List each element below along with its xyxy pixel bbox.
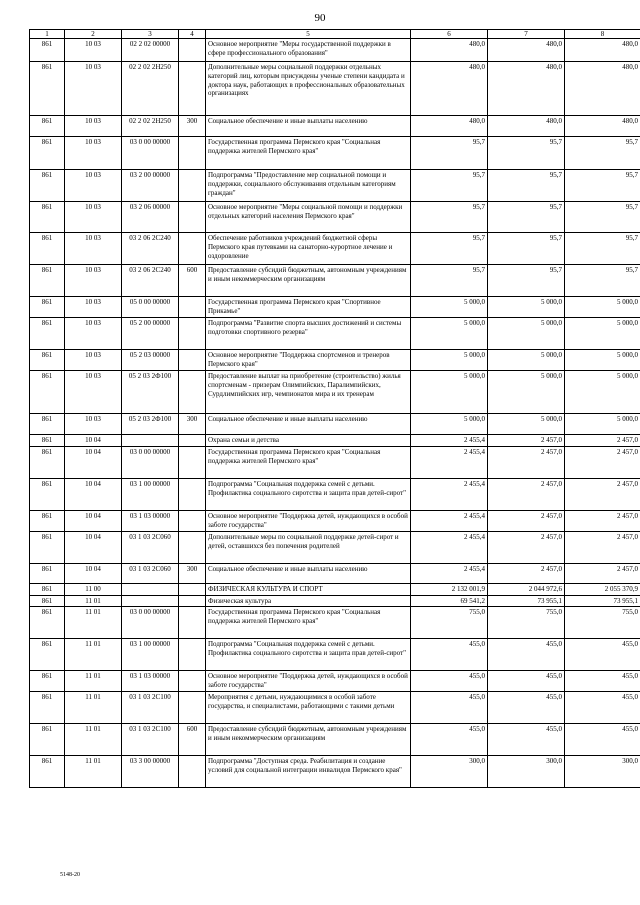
target-article-cell: 03 2 00 00000	[122, 170, 179, 202]
amount-year2-cell: 95,7	[488, 170, 565, 202]
budget-table	[29, 29, 640, 788]
department-code-cell: 861	[30, 202, 65, 233]
department-code-cell: 861	[30, 756, 65, 788]
table-row	[30, 563, 640, 583]
amount-year2-cell: 480,0	[488, 62, 565, 116]
section-code-cell: 10 03	[65, 371, 122, 414]
section-code-cell: 10 04	[65, 435, 122, 447]
item-name-cell: Социальное обеспечение и иные выплаты населению	[206, 563, 411, 583]
amount-year1-cell: 300,0	[411, 756, 488, 788]
target-article-cell: 05 2 03 2Ф100	[122, 371, 179, 414]
amount-year3-cell: 73 955,1	[565, 595, 640, 607]
column-header: 7	[488, 30, 565, 39]
department-code-cell: 861	[30, 595, 65, 607]
item-name-cell: Государственная программа Пермского края "Социальная поддержка жителей Пермского края"	[206, 137, 411, 170]
expense-type-cell	[179, 531, 206, 563]
section-code-cell: 10 03	[65, 202, 122, 233]
amount-year3-cell: 2 457,0	[565, 446, 640, 478]
item-name-cell: Подпрограмма "Социальная поддержка семей с детьми. Профилактика социального сиротства и защита прав детей-сирот"	[206, 478, 411, 510]
section-code-cell: 10 04	[65, 446, 122, 478]
column-header: 6	[411, 30, 488, 39]
expense-type-cell	[179, 595, 206, 607]
amount-year3-cell: 300,0	[565, 756, 640, 788]
department-code-cell: 861	[30, 531, 65, 563]
target-article-cell: 05 2 03 00000	[122, 350, 179, 371]
column-header: 4	[179, 30, 206, 39]
department-code-cell: 861	[30, 478, 65, 510]
amount-year3-cell: 2 457,0	[565, 435, 640, 447]
department-code-cell: 861	[30, 39, 65, 62]
target-article-cell: 05 2 03 2Ф100	[122, 414, 179, 435]
department-code-cell: 861	[30, 563, 65, 583]
item-name-cell: Подпрограмма "Доступная среда. Реабилитация и создание условий для социальной интеграции инвалидов Пермского края"	[206, 756, 411, 788]
table-row	[30, 39, 640, 62]
amount-year1-cell: 95,7	[411, 137, 488, 170]
section-code-cell: 11 01	[65, 724, 122, 756]
item-name-cell: Основное мероприятие "Поддержка спортсменов и тренеров Пермского края"	[206, 350, 411, 371]
table-row	[30, 446, 640, 478]
item-name-cell: Подпрограмма "Предоставление мер социальной помощи и поддержки, социального обслуживания отдельным категориям граждан"	[206, 170, 411, 202]
section-code-cell: 10 03	[65, 233, 122, 265]
amount-year2-cell: 300,0	[488, 756, 565, 788]
section-code-cell: 10 03	[65, 318, 122, 350]
amount-year1-cell: 5 000,0	[411, 414, 488, 435]
expense-type-cell: 600	[179, 265, 206, 297]
table-row	[30, 671, 640, 692]
page-number: 90	[314, 12, 326, 24]
column-header: 8	[565, 30, 640, 39]
table-row	[30, 371, 640, 414]
section-code-cell: 10 03	[65, 414, 122, 435]
section-code-cell: 11 00	[65, 583, 122, 595]
amount-year3-cell: 755,0	[565, 607, 640, 639]
expense-type-cell	[179, 350, 206, 371]
amount-year2-cell: 480,0	[488, 116, 565, 137]
section-code-cell: 10 03	[65, 265, 122, 297]
target-article-cell: 03 0 00 00000	[122, 607, 179, 639]
item-name-cell: Основное мероприятие "Меры государственной поддержки в сфере профессионального образования"	[206, 39, 411, 62]
amount-year1-cell: 455,0	[411, 639, 488, 671]
table-row	[30, 724, 640, 756]
target-article-cell	[122, 595, 179, 607]
amount-year2-cell: 2 457,0	[488, 435, 565, 447]
amount-year2-cell: 480,0	[488, 39, 565, 62]
item-name-cell: Подпрограмма "Социальная поддержка семей с детьми. Профилактика социального сиротства и защита прав детей-сирот"	[206, 639, 411, 671]
table-row	[30, 692, 640, 724]
target-article-cell: 03 1 03 2С060	[122, 531, 179, 563]
expense-type-cell	[179, 39, 206, 62]
amount-year3-cell: 2 457,0	[565, 531, 640, 563]
expense-type-cell	[179, 692, 206, 724]
expense-type-cell	[179, 371, 206, 414]
amount-year1-cell: 455,0	[411, 692, 488, 724]
amount-year2-cell: 2 457,0	[488, 563, 565, 583]
amount-year3-cell: 455,0	[565, 692, 640, 724]
amount-year2-cell: 2 457,0	[488, 510, 565, 531]
target-article-cell: 02 2 02 2Н250	[122, 116, 179, 137]
target-article-cell: 03 0 00 00000	[122, 446, 179, 478]
expense-type-cell	[179, 62, 206, 116]
expense-type-cell	[179, 583, 206, 595]
item-name-cell: Подпрограмма "Развитие спорта высших достижений и системы подготовки спортивного резерва"	[206, 318, 411, 350]
table-row	[30, 414, 640, 435]
department-code-cell: 861	[30, 435, 65, 447]
table-row	[30, 531, 640, 563]
amount-year1-cell: 2 455,4	[411, 478, 488, 510]
amount-year1-cell: 2 455,4	[411, 435, 488, 447]
department-code-cell: 861	[30, 724, 65, 756]
section-code-cell: 11 01	[65, 671, 122, 692]
section-code-cell: 10 03	[65, 39, 122, 62]
amount-year2-cell: 5 000,0	[488, 371, 565, 414]
amount-year1-cell: 2 455,4	[411, 531, 488, 563]
section-code-cell: 10 03	[65, 137, 122, 170]
target-article-cell: 03 2 06 2С240	[122, 233, 179, 265]
target-article-cell: 03 2 06 2С240	[122, 265, 179, 297]
table-row	[30, 510, 640, 531]
department-code-cell: 861	[30, 297, 65, 318]
amount-year1-cell: 2 455,4	[411, 510, 488, 531]
department-code-cell: 861	[30, 116, 65, 137]
item-name-cell: Предоставление выплат на приобретение (строительство) жилья спортсменам - призерам Олимпийских, Паралимпийских, Сурдлимпийских игр, чемпионатов мира и их тренерам	[206, 371, 411, 414]
expense-type-cell	[179, 446, 206, 478]
table-row	[30, 202, 640, 233]
amount-year3-cell: 455,0	[565, 671, 640, 692]
amount-year1-cell: 95,7	[411, 233, 488, 265]
target-article-cell	[122, 435, 179, 447]
column-header: 1	[30, 30, 65, 39]
amount-year2-cell: 5 000,0	[488, 414, 565, 435]
table-row	[30, 137, 640, 170]
department-code-cell: 861	[30, 233, 65, 265]
expense-type-cell: 300	[179, 116, 206, 137]
section-code-cell: 10 03	[65, 116, 122, 137]
amount-year1-cell: 95,7	[411, 170, 488, 202]
item-name-cell: Основное мероприятие "Поддержка детей, нуждающихся в особой заботе государства"	[206, 671, 411, 692]
table-row	[30, 435, 640, 447]
department-code-cell: 861	[30, 639, 65, 671]
expense-type-cell	[179, 297, 206, 318]
amount-year2-cell: 455,0	[488, 724, 565, 756]
amount-year3-cell: 480,0	[565, 62, 640, 116]
item-name-cell: Государственная программа Пермского края "Социальная поддержка жителей Пермского края"	[206, 446, 411, 478]
amount-year1-cell: 455,0	[411, 671, 488, 692]
table-row	[30, 607, 640, 639]
amount-year1-cell: 2 455,4	[411, 446, 488, 478]
amount-year3-cell: 95,7	[565, 265, 640, 297]
department-code-cell: 861	[30, 446, 65, 478]
expense-type-cell	[179, 233, 206, 265]
expense-type-cell	[179, 607, 206, 639]
amount-year3-cell: 480,0	[565, 116, 640, 137]
target-article-cell: 03 1 00 00000	[122, 639, 179, 671]
table-row	[30, 350, 640, 371]
item-name-cell: Обеспечение работников учреждений бюджетной сферы Пермского края путевками на санаторно-курортное лечение и оздоровление	[206, 233, 411, 265]
amount-year1-cell: 2 455,4	[411, 563, 488, 583]
expense-type-cell: 300	[179, 414, 206, 435]
department-code-cell: 861	[30, 607, 65, 639]
item-name-cell: Мероприятия с детьми, нуждающимися в особой заботе государства, и специалистами, работающими с такими детьми	[206, 692, 411, 724]
item-name-cell: ФИЗИЧЕСКАЯ КУЛЬТУРА И СПОРТ	[206, 583, 411, 595]
amount-year1-cell: 95,7	[411, 265, 488, 297]
expense-type-cell	[179, 478, 206, 510]
section-code-cell: 11 01	[65, 595, 122, 607]
section-code-cell: 10 04	[65, 510, 122, 531]
amount-year1-cell: 95,7	[411, 202, 488, 233]
item-name-cell: Дополнительные меры по социальной поддержке детей-сирот и детей, оставшихся без попечения родителей	[206, 531, 411, 563]
section-code-cell: 10 04	[65, 563, 122, 583]
target-article-cell: 03 2 06 00000	[122, 202, 179, 233]
item-name-cell: Физическая культура	[206, 595, 411, 607]
amount-year2-cell: 95,7	[488, 137, 565, 170]
column-header: 5	[206, 30, 411, 39]
table-row	[30, 595, 640, 607]
target-article-cell: 03 3 00 00000	[122, 756, 179, 788]
target-article-cell: 03 1 03 00000	[122, 671, 179, 692]
table-row	[30, 639, 640, 671]
department-code-cell: 861	[30, 671, 65, 692]
amount-year2-cell: 95,7	[488, 202, 565, 233]
section-code-cell: 11 01	[65, 639, 122, 671]
amount-year3-cell: 2 457,0	[565, 478, 640, 510]
section-code-cell: 10 03	[65, 62, 122, 116]
department-code-cell: 861	[30, 371, 65, 414]
department-code-cell: 861	[30, 350, 65, 371]
section-code-cell: 11 01	[65, 692, 122, 724]
amount-year3-cell: 455,0	[565, 724, 640, 756]
amount-year1-cell: 69 541,2	[411, 595, 488, 607]
amount-year1-cell: 480,0	[411, 62, 488, 116]
expense-type-cell	[179, 510, 206, 531]
item-name-cell: Основное мероприятие "Меры социальной помощи и поддержки отдельных категорий населения Пермского края"	[206, 202, 411, 233]
column-header: 3	[122, 30, 179, 39]
item-name-cell: Государственная программа Пермского края "Спортивное Прикамье"	[206, 297, 411, 318]
document-code: 5148-20	[60, 872, 80, 878]
amount-year1-cell: 5 000,0	[411, 318, 488, 350]
department-code-cell: 861	[30, 510, 65, 531]
amount-year1-cell: 2 132 001,9	[411, 583, 488, 595]
item-name-cell: Предоставление субсидий бюджетным, автономным учреждениям и иным некоммерческим организациям	[206, 724, 411, 756]
expense-type-cell	[179, 639, 206, 671]
amount-year2-cell: 455,0	[488, 692, 565, 724]
amount-year1-cell: 480,0	[411, 116, 488, 137]
amount-year1-cell: 5 000,0	[411, 371, 488, 414]
section-code-cell: 10 03	[65, 170, 122, 202]
item-name-cell: Социальное обеспечение и иные выплаты населению	[206, 414, 411, 435]
amount-year1-cell: 455,0	[411, 724, 488, 756]
table-row	[30, 233, 640, 265]
table-row	[30, 478, 640, 510]
department-code-cell: 861	[30, 318, 65, 350]
column-header: 2	[65, 30, 122, 39]
amount-year3-cell: 480,0	[565, 39, 640, 62]
amount-year3-cell: 2 457,0	[565, 563, 640, 583]
target-article-cell: 03 1 03 2С100	[122, 692, 179, 724]
item-name-cell: Предоставление субсидий бюджетным, автономным учреждениям и иным некоммерческим организациям	[206, 265, 411, 297]
amount-year3-cell: 5 000,0	[565, 350, 640, 371]
amount-year2-cell: 2 457,0	[488, 446, 565, 478]
amount-year3-cell: 5 000,0	[565, 371, 640, 414]
expense-type-cell	[179, 318, 206, 350]
target-article-cell: 03 1 03 2С100	[122, 724, 179, 756]
amount-year2-cell: 5 000,0	[488, 350, 565, 371]
expense-type-cell: 300	[179, 563, 206, 583]
amount-year3-cell: 95,7	[565, 137, 640, 170]
target-article-cell: 05 2 00 00000	[122, 318, 179, 350]
target-article-cell: 03 1 03 2С060	[122, 563, 179, 583]
amount-year2-cell: 455,0	[488, 671, 565, 692]
department-code-cell: 861	[30, 265, 65, 297]
amount-year2-cell: 2 457,0	[488, 478, 565, 510]
expense-type-cell: 600	[179, 724, 206, 756]
target-article-cell: 03 0 00 00000	[122, 137, 179, 170]
table-row	[30, 297, 640, 318]
amount-year2-cell: 95,7	[488, 233, 565, 265]
amount-year3-cell: 2 457,0	[565, 510, 640, 531]
amount-year3-cell: 95,7	[565, 170, 640, 202]
amount-year1-cell: 5 000,0	[411, 297, 488, 318]
amount-year3-cell: 2 055 370,9	[565, 583, 640, 595]
expense-type-cell	[179, 756, 206, 788]
table-row	[30, 170, 640, 202]
amount-year2-cell: 2 457,0	[488, 531, 565, 563]
amount-year2-cell: 755,0	[488, 607, 565, 639]
target-article-cell: 02 2 02 00000	[122, 39, 179, 62]
expense-type-cell	[179, 137, 206, 170]
amount-year1-cell: 755,0	[411, 607, 488, 639]
department-code-cell: 861	[30, 583, 65, 595]
table-row	[30, 116, 640, 137]
amount-year3-cell: 95,7	[565, 233, 640, 265]
section-code-cell: 10 03	[65, 350, 122, 371]
amount-year2-cell: 5 000,0	[488, 297, 565, 318]
amount-year2-cell: 73 955,1	[488, 595, 565, 607]
amount-year2-cell: 5 000,0	[488, 318, 565, 350]
section-code-cell: 10 04	[65, 531, 122, 563]
expense-type-cell	[179, 202, 206, 233]
item-name-cell: Охрана семьи и детства	[206, 435, 411, 447]
amount-year3-cell: 95,7	[565, 202, 640, 233]
target-article-cell: 03 1 03 00000	[122, 510, 179, 531]
table-row	[30, 583, 640, 595]
section-code-cell: 10 04	[65, 478, 122, 510]
amount-year3-cell: 5 000,0	[565, 297, 640, 318]
department-code-cell: 861	[30, 62, 65, 116]
target-article-cell	[122, 583, 179, 595]
amount-year2-cell: 95,7	[488, 265, 565, 297]
expense-type-cell	[179, 435, 206, 447]
department-code-cell: 861	[30, 170, 65, 202]
item-name-cell: Государственная программа Пермского края "Социальная поддержка жителей Пермского края"	[206, 607, 411, 639]
amount-year1-cell: 480,0	[411, 39, 488, 62]
department-code-cell: 861	[30, 414, 65, 435]
item-name-cell: Дополнительные меры социальной поддержки отдельных категорий лиц, которым присуждены ученые степени кандидата и доктора наук, работающих в профессиональных образовательных организациях	[206, 62, 411, 116]
expense-type-cell	[179, 170, 206, 202]
target-article-cell: 03 1 00 00000	[122, 478, 179, 510]
table-row	[30, 62, 640, 116]
amount-year1-cell: 5 000,0	[411, 350, 488, 371]
amount-year3-cell: 5 000,0	[565, 414, 640, 435]
department-code-cell: 861	[30, 137, 65, 170]
expense-type-cell	[179, 671, 206, 692]
column-number-row	[30, 30, 640, 39]
section-code-cell: 10 03	[65, 297, 122, 318]
section-code-cell: 11 01	[65, 607, 122, 639]
target-article-cell: 05 0 00 00000	[122, 297, 179, 318]
department-code-cell: 861	[30, 692, 65, 724]
section-code-cell: 11 01	[65, 756, 122, 788]
amount-year2-cell: 2 044 972,6	[488, 583, 565, 595]
table-row	[30, 265, 640, 297]
amount-year3-cell: 5 000,0	[565, 318, 640, 350]
item-name-cell: Основное мероприятие "Поддержка детей, нуждающихся в особой заботе государства"	[206, 510, 411, 531]
amount-year3-cell: 455,0	[565, 639, 640, 671]
table-row	[30, 318, 640, 350]
table-row	[30, 756, 640, 788]
item-name-cell: Социальное обеспечение и иные выплаты населению	[206, 116, 411, 137]
amount-year2-cell: 455,0	[488, 639, 565, 671]
target-article-cell: 02 2 02 2Н250	[122, 62, 179, 116]
